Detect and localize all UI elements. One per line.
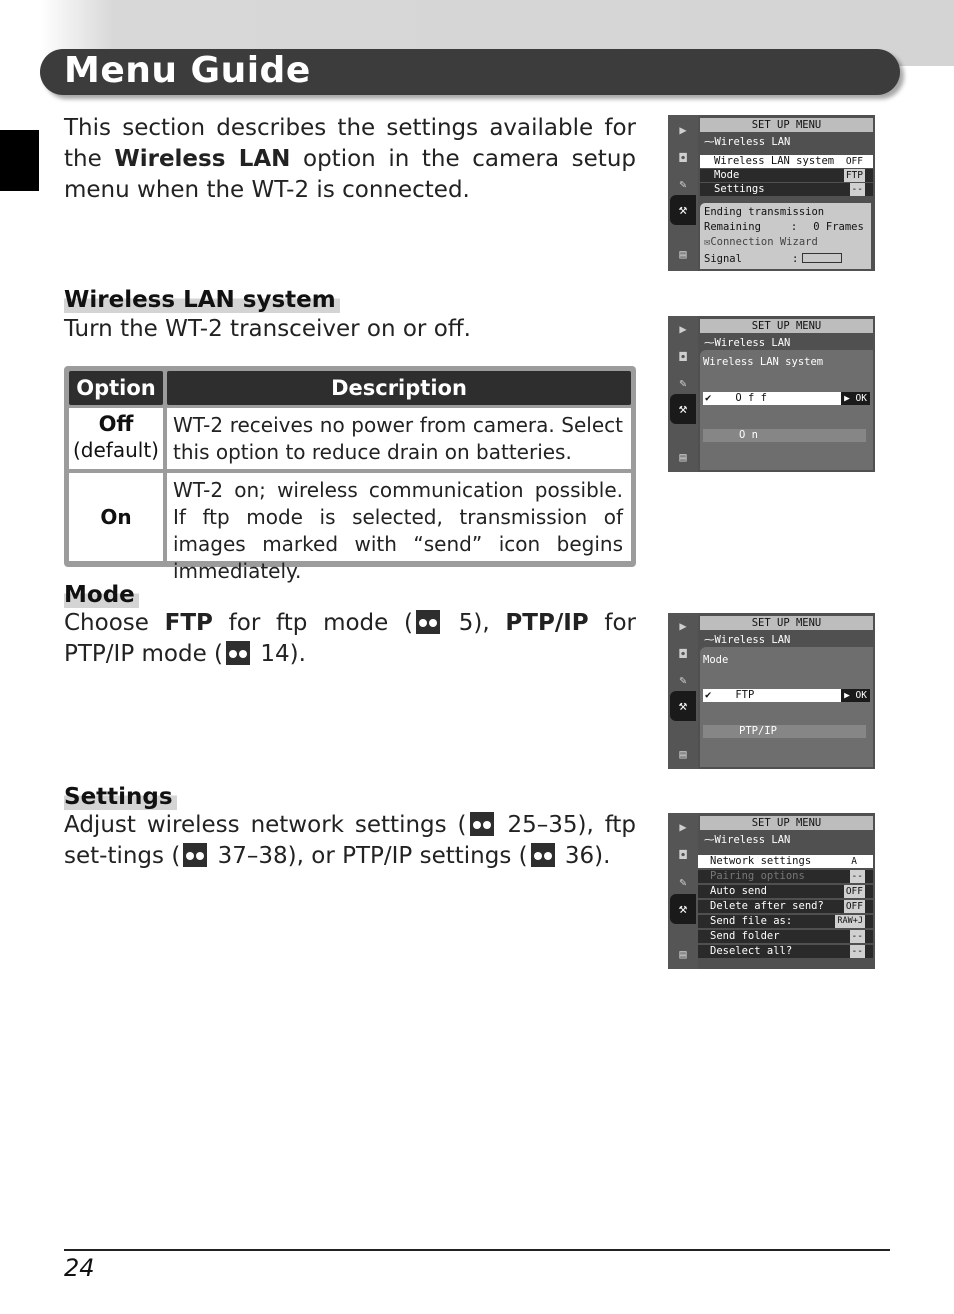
intro-text-end: option in the camera setup menu when the WT-2 is connected. [64, 146, 636, 203]
table-row-on-option: On [69, 473, 163, 561]
recent-settings-icon: ▤ [679, 247, 687, 261]
screen-menu-item [698, 945, 873, 958]
footer-rule [64, 1249, 890, 1251]
screen-item-value: -- [851, 946, 863, 957]
camera-icon: ◘ [679, 848, 687, 862]
screen-side-tabs [668, 613, 698, 769]
screen-status-line: Ending transmission [704, 206, 825, 218]
screen-option-label: FTP [735, 689, 755, 701]
camera-icon: ◘ [679, 350, 687, 364]
screen-item-label: Deselect all? [710, 945, 793, 957]
screen-option-heading: Wireless LAN system [703, 356, 824, 368]
settings-text-1: Adjust wireless network settings ( [64, 812, 467, 838]
screen-side-tabs [668, 316, 698, 472]
screen-item-value: -- [851, 931, 863, 942]
heading-mode: Mode [64, 582, 139, 608]
intro-paragraph [64, 113, 636, 206]
wrench-icon: ⚒ [670, 394, 696, 424]
table-header-option: Option [69, 371, 163, 405]
screen-side-tabs [668, 813, 698, 969]
screen-submenu-label: Wireless LAN [714, 337, 791, 349]
mode-text-5: 14). [253, 641, 306, 667]
screen-menu-item [700, 169, 873, 182]
screen-item-value: OFF [845, 886, 863, 897]
screen-status-line: ✉Connection Wizard [704, 236, 818, 248]
screen-menu-item [698, 915, 873, 928]
signal-strength-bar [802, 253, 842, 263]
pencil-icon: ✎ [679, 673, 687, 687]
screen-options-panel [700, 647, 873, 767]
settings-text-2: 25–35), ftp set-tings ( [64, 812, 636, 869]
camera-screen-wireless-lan-overview [668, 115, 875, 271]
screen-menu-title: SET UP MENU [700, 616, 873, 630]
screen-submenu-label: Wireless LAN [714, 834, 791, 846]
screen-item-label: Settings [714, 183, 765, 195]
eyes-reference-icon [183, 843, 207, 867]
screen-item-label: Pairing options [710, 870, 805, 882]
screen-menu-item [700, 155, 873, 168]
screen-menu-title: SET UP MENU [700, 816, 873, 830]
mode-text-2: for ftp mode ( [212, 610, 414, 636]
screen-menu-item [698, 930, 873, 943]
option-table [64, 366, 636, 583]
screen-item-value: RAW+J [837, 916, 863, 926]
screen-option-heading: Mode [703, 654, 729, 666]
screen-option-label: PTP/IP [739, 725, 777, 737]
screen-option-label: O f f [735, 392, 767, 404]
screen-status-line [704, 221, 864, 234]
page-number: 24 [64, 1254, 95, 1282]
camera-icon: ◘ [679, 151, 687, 165]
pencil-icon: ✎ [679, 177, 687, 191]
mode-ftp-term: FTP [164, 610, 213, 636]
recent-settings-icon: ▤ [679, 450, 687, 464]
screen-menu-item [700, 183, 873, 196]
title-bar [40, 49, 900, 95]
recent-settings-icon: ▤ [679, 947, 687, 961]
screen-item-value: A [851, 856, 857, 867]
screen-ok-indicator: ▶ OK [841, 392, 870, 405]
screen-item-value: -- [851, 871, 863, 882]
screen-item-label: Mode [714, 169, 740, 181]
section-tab-marker [0, 130, 39, 191]
screen-item-value: OFF [845, 901, 863, 912]
recent-settings-icon: ▤ [679, 747, 687, 761]
screen-status-value: 0 Frames [813, 221, 864, 233]
mode-text-3: 5), [443, 610, 506, 636]
screen-option [703, 725, 866, 738]
screen-item-label: Delete after send? [710, 900, 824, 912]
option-default-note: (default) [73, 438, 159, 462]
wrench-icon: ⚒ [670, 691, 696, 721]
playback-icon: ▶ [679, 619, 687, 633]
screen-option [703, 429, 866, 442]
table-row-off-option [69, 408, 163, 469]
eyes-reference-icon [226, 641, 250, 665]
pencil-icon: ✎ [679, 376, 687, 390]
eyes-reference-icon [416, 610, 440, 634]
screen-menu-title: SET UP MENU [700, 118, 873, 132]
screen-ok-indicator: ▶ OK [841, 689, 870, 702]
wrench-icon: ⚒ [670, 894, 696, 924]
screen-item-value: -- [851, 184, 863, 195]
page-title: Menu Guide [64, 50, 311, 91]
eyes-reference-icon [470, 812, 494, 836]
screen-menu-item [698, 900, 873, 913]
screen-status-line [704, 253, 842, 266]
check-icon: ✔ [705, 392, 712, 404]
screen-status-label: Connection Wizard [710, 236, 818, 248]
check-icon: ✔ [705, 689, 712, 701]
camera-screen-wireless-lan-system [668, 316, 875, 472]
screen-submenu-title: ⁓Wireless LAN [704, 834, 791, 846]
screen-side-tabs [668, 115, 698, 271]
screen-menu-item [698, 870, 873, 883]
screen-status-panel [700, 203, 871, 269]
heading-settings: Settings [64, 784, 177, 810]
camera-icon: ◘ [679, 647, 687, 661]
intro-bold-term: Wireless LAN [114, 146, 291, 172]
playback-icon: ▶ [679, 322, 687, 336]
heading-wireless-lan-system: Wireless LAN system [64, 287, 340, 313]
screen-item-label: Send folder [710, 930, 780, 942]
screen-menu-title: SET UP MENU [700, 319, 873, 333]
screen-menu-item [698, 855, 873, 868]
screen-option-selected [703, 392, 870, 405]
screen-item-label: Send file as: [710, 915, 793, 927]
settings-text-3: 37–38), or PTP/IP settings ( [210, 843, 528, 869]
screen-item-label: Auto send [710, 885, 767, 897]
screen-submenu-label: Wireless LAN [714, 634, 791, 646]
screen-options-panel [700, 350, 873, 470]
settings-paragraph [64, 810, 636, 872]
screen-submenu-title: ⁓Wireless LAN [704, 337, 791, 349]
camera-screen-mode [668, 613, 875, 769]
screen-status-label: Remaining [704, 221, 761, 233]
mode-text-1: Choose [64, 610, 165, 636]
screen-status-sep: : [790, 221, 798, 233]
table-header-description: Description [167, 371, 631, 405]
screen-option-label: O n [739, 429, 758, 441]
table-row-off-description: WT-2 receives no power from camera. Select this option to reduce drain on batteries. [167, 408, 631, 469]
option-off-label: Off [98, 412, 134, 436]
screen-submenu-title: ⁓Wireless LAN [704, 136, 791, 148]
screen-submenu-title: ⁓Wireless LAN [704, 634, 791, 646]
wrench-icon: ⚒ [670, 195, 696, 225]
screen-item-label: Network settings [710, 855, 812, 867]
wireless-lan-system-text: Turn the WT-2 transceiver on or off. [64, 316, 471, 342]
camera-screen-settings [668, 813, 875, 969]
playback-icon: ▶ [679, 123, 687, 137]
table-row-on-description: WT-2 on; wireless communication possible. If ftp mode is selected, transmission of images marked with “send” icon begins immediately. [167, 473, 631, 561]
screen-item-value: OFF [845, 156, 863, 167]
screen-item-label: Wireless LAN system [714, 155, 835, 167]
mode-ptpip-term: PTP/IP [505, 610, 589, 636]
intro-text: This section describes the settings available for the [64, 115, 636, 172]
mode-text-4: for PTP/IP mode ( [64, 610, 637, 667]
screen-option-selected [703, 689, 870, 702]
screen-submenu-label: Wireless LAN [714, 136, 791, 148]
mode-paragraph [64, 608, 636, 670]
settings-text-4: 36). [557, 843, 611, 869]
playback-icon: ▶ [679, 820, 687, 834]
screen-item-value: FTP [845, 170, 863, 181]
screen-status-sep: : [791, 253, 799, 265]
screen-menu-item [698, 885, 873, 898]
pencil-icon: ✎ [679, 875, 687, 889]
eyes-reference-icon [531, 843, 555, 867]
screen-status-label: Signal [704, 253, 742, 265]
